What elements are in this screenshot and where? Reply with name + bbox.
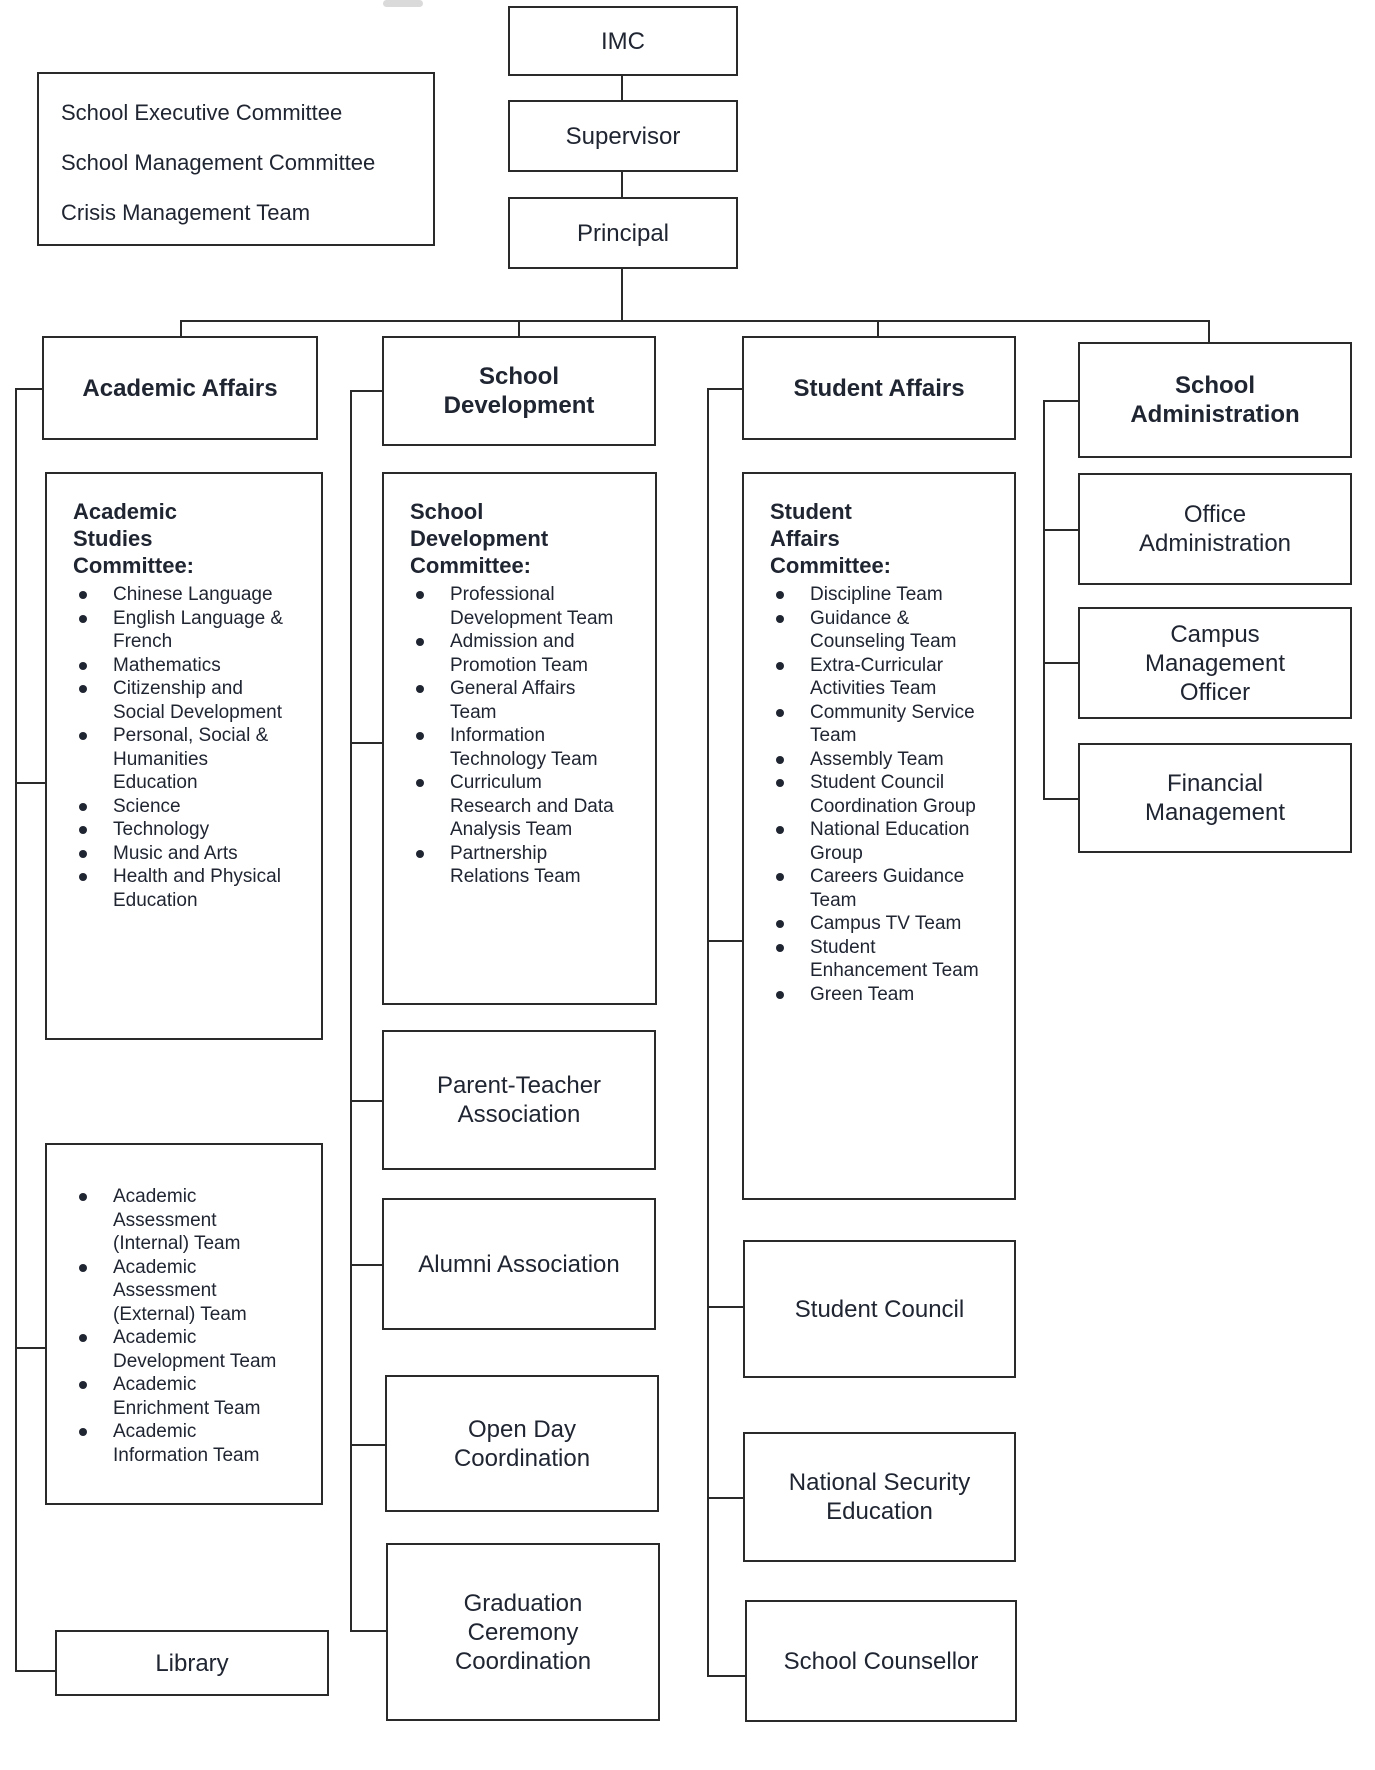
committee-item: Student Enhancement Team <box>810 936 979 981</box>
connector-library-tick <box>15 1670 57 1672</box>
connector-alumni-tick <box>350 1264 382 1266</box>
committee-item: Science <box>113 795 181 817</box>
org-box-school-administration-header <box>1078 342 1352 458</box>
team-item: Academic Assessment (Internal) Team <box>113 1186 241 1254</box>
org-box-supervisor <box>508 100 738 172</box>
bullet-icon <box>416 638 424 646</box>
bullet-icon <box>776 779 784 787</box>
library-label: Library <box>155 1649 229 1677</box>
committee-item: English Language & French <box>113 607 284 652</box>
org-box-alumni-association <box>382 1198 656 1330</box>
org-box-graduation-ceremony-coordination <box>386 1543 660 1721</box>
school-development-label: School Development <box>443 363 595 419</box>
committee-item: General Affairs Team <box>450 678 576 723</box>
committee-item: Information Technology Team <box>450 725 598 770</box>
bullet-icon <box>776 615 784 623</box>
bullet-icon <box>776 709 784 717</box>
org-box-side-committees <box>37 72 435 246</box>
committee-item: Campus TV Team <box>810 913 962 934</box>
connector-counsellor-tick <box>707 1675 745 1677</box>
connector-imc-supervisor <box>621 76 623 100</box>
connector-academic-committee-tick <box>15 782 47 784</box>
bullet-icon <box>79 685 87 693</box>
committee-item: Mathematics <box>113 654 221 676</box>
committee-item: Careers Guidance Team <box>810 866 965 911</box>
committee-item: Partnership Relations Team <box>450 842 581 887</box>
connector-academic-spine <box>15 388 17 1672</box>
connector-financial-tick <box>1043 798 1078 800</box>
committee-item: National Education Group <box>810 819 970 864</box>
imc-label: IMC <box>601 27 645 55</box>
connector-drop-academic <box>180 320 182 336</box>
supervisor-label: Supervisor <box>565 122 681 150</box>
committee-item: Chinese Language <box>113 584 273 605</box>
team-item: Academic Assessment (External) Team <box>113 1256 247 1325</box>
side-note-line: School Management Committee <box>61 150 376 175</box>
bullet-icon <box>776 591 784 599</box>
connector-sa-spine <box>707 388 709 1677</box>
committee-item: Curriculum Research and Data Analysis Team <box>450 772 614 840</box>
team-item: Academic Information Team <box>113 1421 260 1466</box>
committee-item: Professional Development Team <box>450 584 614 629</box>
bullet-icon <box>79 615 87 623</box>
connector-pta-tick <box>350 1100 382 1102</box>
connector-drop-student-affairs <box>877 320 879 336</box>
side-note-line: Crisis Management Team <box>61 200 311 225</box>
committee-item: Green Team <box>810 983 915 1005</box>
principal-label: Principal <box>576 219 670 247</box>
connector-graduation-tick <box>350 1630 386 1632</box>
connector-sa-header-tick <box>707 388 742 390</box>
bullet-icon <box>416 732 424 740</box>
bullet-icon <box>776 920 784 928</box>
org-box-student-council <box>743 1240 1016 1378</box>
org-box-library <box>55 1630 329 1696</box>
connector-nse-tick <box>707 1497 743 1499</box>
connector-drop-school-development <box>518 320 520 336</box>
committee-title: Academic Studies Committee: <box>73 499 195 578</box>
connector-academic-header-tick <box>15 388 44 390</box>
bullet-icon <box>776 873 784 881</box>
connector-sd-committee-tick <box>350 742 382 744</box>
org-box-financial-management <box>1078 743 1352 853</box>
bullet-icon <box>776 944 784 952</box>
bullet-icon <box>776 991 784 999</box>
counsellor-label: School Counsellor <box>783 1647 979 1675</box>
committee-item: Technology <box>113 819 210 840</box>
org-box-parent-teacher-association <box>382 1030 656 1170</box>
office-administration-label: Office Administration <box>1138 501 1292 557</box>
student-affairs-label: Student Affairs <box>793 374 965 402</box>
committee-item: Student Council Coordination Group <box>810 772 976 817</box>
org-box-open-day-coordination <box>385 1375 659 1512</box>
committee-item: Discipline Team <box>810 584 943 605</box>
pta-label: Parent-Teacher Association <box>436 1072 602 1128</box>
org-box-principal <box>508 197 738 269</box>
bullet-icon <box>79 591 87 599</box>
connector-open-day-tick <box>350 1444 385 1446</box>
bullet-icon <box>79 1193 87 1201</box>
connector-branch-bar <box>180 320 1210 322</box>
bullet-icon <box>416 685 424 693</box>
connector-adm-spine <box>1043 400 1045 800</box>
connector-office-admin-tick <box>1043 529 1078 531</box>
financial-management-label: Financial Management <box>1144 770 1286 826</box>
connector-principal-branch <box>621 269 623 320</box>
org-box-office-administration <box>1078 473 1352 585</box>
committee-title: Student Affairs Committee: <box>770 499 892 578</box>
student-council-label: Student Council <box>794 1295 965 1323</box>
alumni-label: Alumni Association <box>418 1250 620 1278</box>
open-day-label: Open Day Coordination <box>453 1415 591 1472</box>
org-box-campus-management-officer <box>1078 607 1352 719</box>
graduation-label: Graduation Ceremony Coordination <box>454 1589 592 1675</box>
committee-title: School Development Committee: <box>410 499 549 578</box>
org-box-academic-studies-committee <box>45 472 323 1040</box>
connector-supervisor-principal <box>621 172 623 197</box>
connector-adm-header-tick <box>1043 400 1078 402</box>
bullet-icon <box>776 756 784 764</box>
committee-item: Health and Physical Education <box>113 866 281 911</box>
bullet-icon <box>416 779 424 787</box>
org-box-school-development-header <box>382 336 656 446</box>
bullet-icon <box>79 1428 87 1436</box>
committee-item: Admission and Promotion Team <box>450 631 588 676</box>
bullet-icon <box>79 826 87 834</box>
org-box-student-affairs-committee <box>742 472 1016 1200</box>
org-box-student-affairs-header <box>742 336 1016 440</box>
bullet-icon <box>79 1264 87 1272</box>
committee-item: Citizenship and Social Development <box>113 678 282 723</box>
connector-drop-school-administration <box>1208 320 1210 342</box>
committee-item: Community Service Team <box>810 701 975 746</box>
side-note-line: School Executive Committee <box>61 100 343 125</box>
academic-affairs-label: Academic Affairs <box>82 374 278 402</box>
connector-campus-mgmt-tick <box>1043 662 1078 664</box>
campus-management-label: Campus Management Officer <box>1144 620 1286 706</box>
bullet-icon <box>79 1334 87 1342</box>
org-box-national-security-education <box>743 1432 1016 1562</box>
committee-item: Extra-Curricular Activities Team <box>810 654 944 699</box>
team-item: Academic Development Team <box>113 1327 277 1372</box>
bullet-icon <box>79 873 87 881</box>
connector-student-council-tick <box>707 1306 743 1308</box>
org-box-school-development-committee <box>382 472 657 1005</box>
connector-sd-header-tick <box>350 390 382 392</box>
org-box-imc <box>508 6 738 76</box>
committee-item: Music and Arts <box>113 842 238 864</box>
bullet-icon <box>79 1381 87 1389</box>
page-artifact <box>383 0 423 7</box>
school-administration-label: School Administration <box>1130 372 1300 428</box>
committee-item: Personal, Social & Humanities Education <box>113 725 269 793</box>
bullet-icon <box>79 732 87 740</box>
connector-academic-teams-tick <box>15 1347 47 1349</box>
team-item: Academic Enrichment Team <box>113 1374 261 1419</box>
bullet-icon <box>79 850 87 858</box>
connector-sa-committee-tick <box>707 940 742 942</box>
bullet-icon <box>776 662 784 670</box>
nse-label: National Security Education <box>788 1469 971 1525</box>
bullet-icon <box>416 591 424 599</box>
committee-item: Assembly Team <box>810 748 944 770</box>
bullet-icon <box>776 826 784 834</box>
org-box-academic-affairs-header <box>42 336 318 440</box>
bullet-icon <box>79 803 87 811</box>
org-box-academic-teams <box>45 1143 323 1505</box>
org-box-school-counsellor <box>745 1600 1017 1722</box>
bullet-icon <box>79 662 87 670</box>
committee-item: Guidance & Counseling Team <box>810 607 957 652</box>
bullet-icon <box>416 850 424 858</box>
